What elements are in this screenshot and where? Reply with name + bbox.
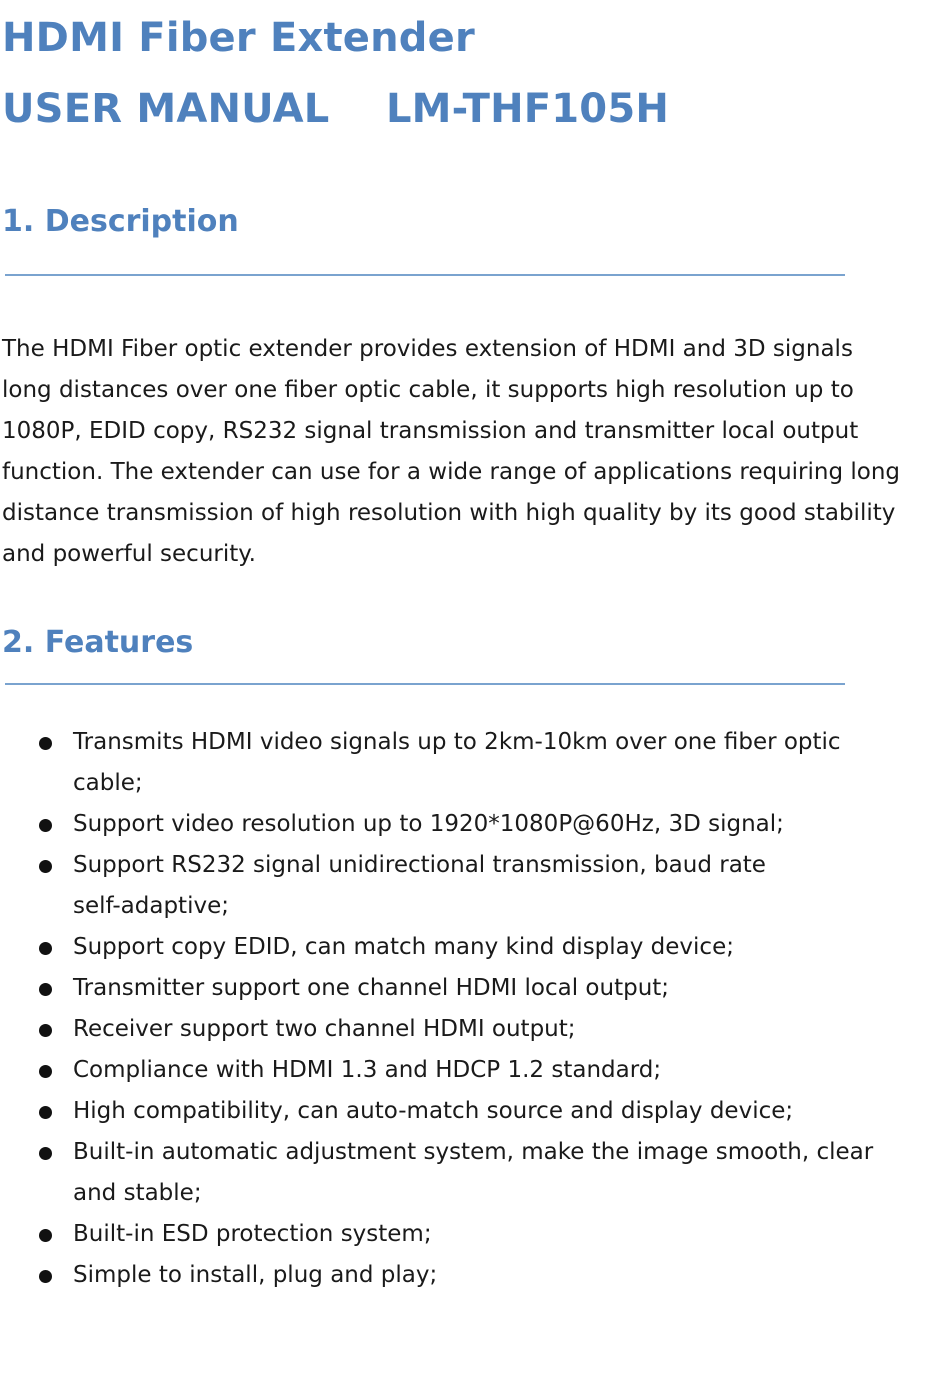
feature-text: Support video resolution up to 1920*1080P@60Hz, 3D signal; [73,811,784,837]
feature-item [0,1214,950,1255]
description-line: function. The extender can use for a wide range of applications requiring long [2,459,901,485]
feature-text: Support RS232 signal unidirectional transmission, baud rate [73,852,766,878]
feature-text: Support copy EDID, can match many kind display device; [73,934,734,960]
bullet-icon [39,1106,52,1119]
feature-text: Simple to install, plug and play; [73,1262,438,1288]
description-line: The HDMI Fiber optic extender provides extension of HDMI and 3D signals [2,336,853,362]
description-heading: 1. Description [2,204,239,239]
bullet-icon [39,1229,52,1242]
description-paragraph [2,329,917,575]
feature-item [0,1132,950,1214]
bullet-icon [39,1065,52,1078]
feature-item [0,1050,950,1091]
feature-text: Transmits HDMI video signals up to 2km-10km over one fiber optic [73,729,841,755]
feature-text: Built-in automatic adjustment system, make the image smooth, clear [73,1139,874,1165]
bullet-icon [39,1147,52,1160]
feature-text: cable; [73,770,143,796]
bullet-icon [39,983,52,996]
feature-item [0,845,950,927]
features-heading: 2. Features [2,625,194,660]
bullet-icon [39,819,52,832]
description-line: distance transmission of high resolution with high quality by its good stability [2,500,896,526]
description-line: long distances over one fiber optic cable, it supports high resolution up to [2,377,854,403]
feature-text: High compatibility, can auto-match source and display device; [73,1098,794,1124]
features-divider [5,683,845,685]
feature-text: self-adaptive; [73,893,229,919]
feature-text: and stable; [73,1180,202,1206]
feature-text: Receiver support two channel HDMI output; [73,1016,576,1042]
features-list [0,722,950,1296]
bullet-icon [39,860,52,873]
feature-item [0,927,950,968]
bullet-icon [39,1270,52,1283]
description-line: and powerful security. [2,541,256,567]
feature-item [0,968,950,1009]
feature-item [0,804,950,845]
feature-item [0,1255,950,1296]
bullet-icon [39,737,52,750]
feature-item [0,1091,950,1132]
feature-text: Transmitter support one channel HDMI local output; [73,975,670,1001]
feature-item [0,1009,950,1050]
bullet-icon [39,942,52,955]
feature-text: Built-in ESD protection system; [73,1221,432,1247]
feature-text: Compliance with HDMI 1.3 and HDCP 1.2 standard; [73,1057,662,1083]
bullet-icon [39,1024,52,1037]
description-divider [5,274,845,276]
feature-item [0,722,950,804]
document-title: HDMI Fiber Extender [2,15,475,61]
description-line: 1080P, EDID copy, RS232 signal transmission and transmitter local output [2,418,859,444]
document-subtitle: USER MANUAL LM-THF105H [2,86,670,132]
